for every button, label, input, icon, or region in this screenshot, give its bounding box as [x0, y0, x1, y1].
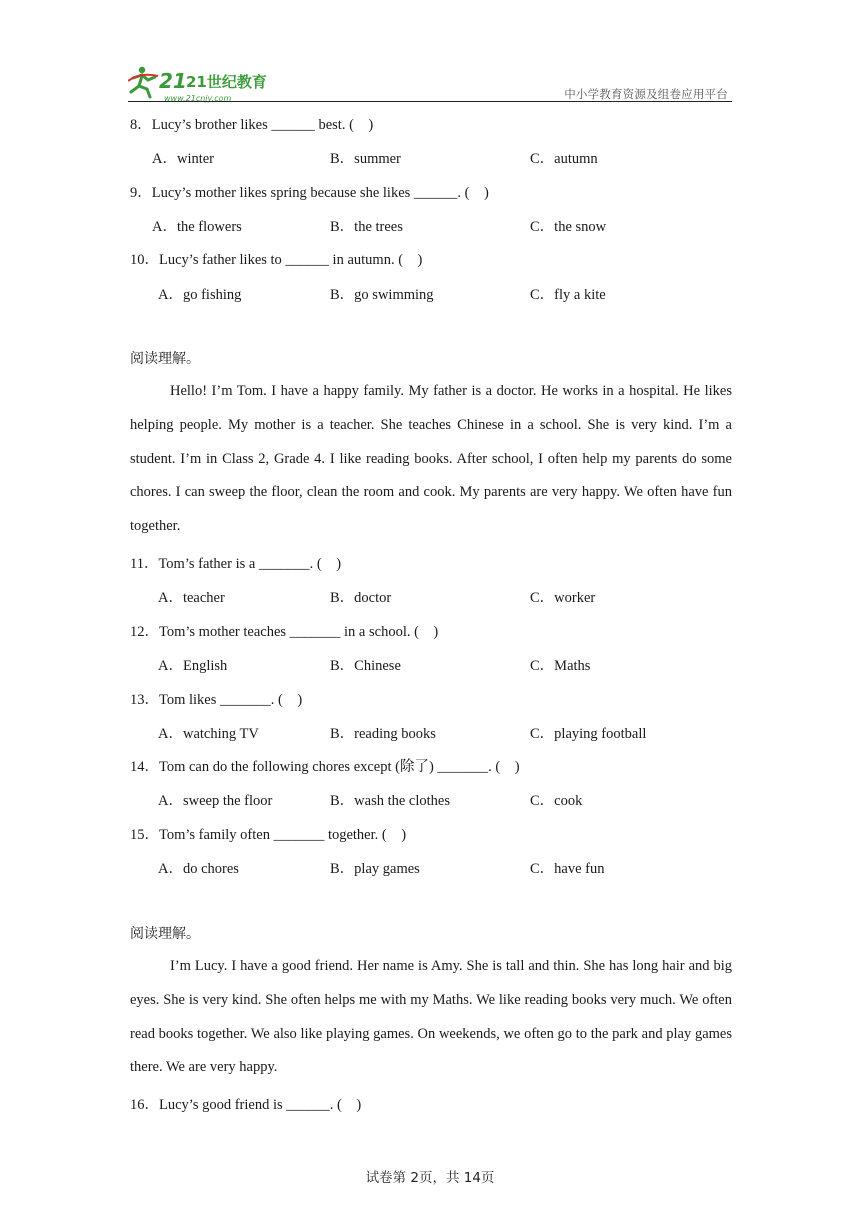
question-16: 16．Lucy’s good friend is ______. ( ) — [130, 1097, 362, 1113]
q15-option-a: A．do chores — [158, 861, 239, 877]
q13-option-a: A．watching TV — [158, 726, 259, 742]
q8-option-a: A．winter — [152, 151, 215, 167]
platform-name: 中小学教育资源及组卷应用平台 — [564, 87, 728, 101]
q14-option-b: B．wash the clothes — [330, 793, 451, 809]
q9-option-b: B．the trees — [330, 219, 403, 235]
question-13: 13．Tom likes _______. ( ) — [130, 692, 303, 708]
page-header — [128, 60, 732, 104]
site-logo — [128, 64, 268, 104]
q11-option-b: B．doctor — [330, 590, 392, 606]
reading-2-heading: 阅读理解。 — [130, 926, 200, 942]
reading-2-passage: I’m Lucy. I have a good friend. Her name is Amy. She is tall and thin. She has long hair and big eyes. She is very kind. She often helps me with my Maths. We like reading books very much. We often read books together. We also like playing games. On weekends, we often go to the park and play games there. We are very happy. — [130, 958, 732, 1076]
page-footer: 试卷第 2页，共 14页 — [365, 1170, 495, 1186]
logo-text: 21世纪教育 — [186, 73, 267, 91]
question-10: 10．Lucy’s father likes to ______ in autumn. ( ) — [130, 252, 423, 268]
question-15: 15．Tom’s family often _______ together. ( ) — [130, 827, 407, 843]
q14-option-c: C．cook — [530, 793, 583, 809]
q10-option-c: C．fly a kite — [530, 287, 606, 303]
question-11: 11．Tom’s father is a _______. ( ) — [130, 556, 342, 572]
q15-option-b: B．play games — [330, 861, 420, 877]
q9-option-c: C．the snow — [530, 219, 607, 235]
question-12: 12．Tom’s mother teaches _______ in a school. ( ) — [130, 624, 439, 640]
q12-option-a: A．English — [158, 658, 228, 674]
q8-option-c: C．autumn — [530, 151, 598, 167]
q15-option-c: C．have fun — [530, 861, 605, 877]
q11-option-c: C．worker — [530, 590, 596, 606]
q13-option-b: B．reading books — [330, 726, 436, 742]
q9-option-a: A．the flowers — [152, 219, 242, 235]
header-divider — [128, 101, 732, 102]
logo-url: www.21cnjy.com — [164, 94, 232, 103]
q10-option-b: B．go swimming — [330, 287, 434, 303]
q12-option-c: C．Maths — [530, 658, 591, 674]
q14-option-a: A．sweep the floor — [158, 793, 273, 809]
question-9: 9．Lucy’s mother likes spring because she likes ______. ( ) — [130, 185, 489, 201]
q13-option-c: C．playing football — [530, 726, 647, 742]
svg-text:21: 21 — [159, 69, 187, 93]
question-8: 8．Lucy’s brother likes ______ best. ( ) — [130, 117, 374, 133]
question-14: 14．Tom can do the following chores except (除了) _______. ( ) — [130, 759, 520, 775]
reading-1-heading: 阅读理解。 — [130, 351, 200, 367]
q11-option-a: A．teacher — [158, 590, 225, 606]
q12-option-b: B．Chinese — [330, 658, 401, 674]
q8-option-b: B．summer — [330, 151, 401, 167]
reading-1-passage: Hello! I’m Tom. I have a happy family. My father is a doctor. He works in a hospital. He likes helping people. My mother is a teacher. She teaches Chinese in a school. She is very kind. I’m a student. I’m in Class 2, Grade 4. I like reading books. After school, I often help my parents do some chores. I can sweep the floor, clean the room and cook. My parents are very happy. We often have fun together. — [130, 383, 732, 535]
q10-option-a: A．go fishing — [158, 287, 242, 303]
